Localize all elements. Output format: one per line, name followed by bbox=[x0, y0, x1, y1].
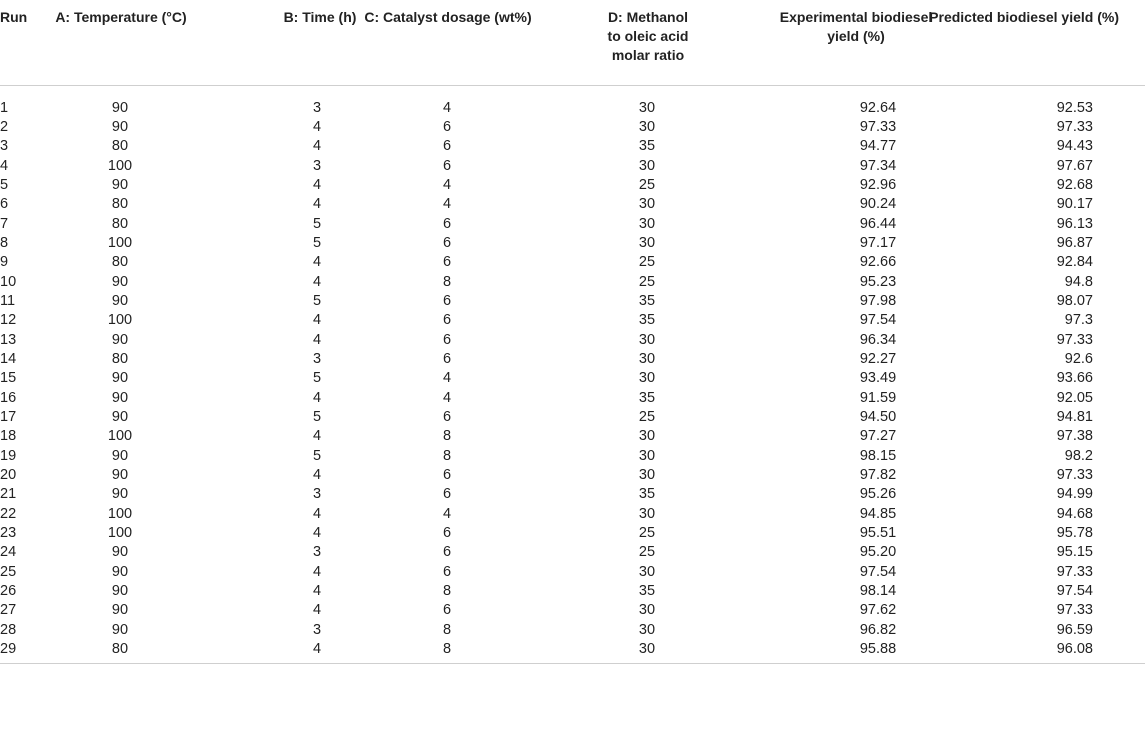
cell-time: 3 bbox=[312, 350, 322, 367]
cell-predicted-yield: 94.99 bbox=[1056, 486, 1093, 503]
table-row bbox=[0, 156, 1145, 175]
cell-catalyst: 8 bbox=[442, 447, 452, 464]
cell-predicted-yield: 97.67 bbox=[1056, 157, 1093, 174]
cell-time: 5 bbox=[312, 215, 322, 232]
cell-methanol-ratio: 30 bbox=[638, 234, 656, 251]
cell-methanol-ratio: 30 bbox=[638, 215, 656, 232]
cell-temperature: 80 bbox=[111, 641, 129, 658]
cell-run: 1 bbox=[0, 99, 9, 116]
cell-predicted-yield: 90.17 bbox=[1056, 196, 1093, 213]
table-row bbox=[0, 85, 1145, 118]
cell-temperature: 90 bbox=[111, 544, 129, 561]
cell-experimental-yield: 97.34 bbox=[859, 157, 897, 174]
header-row bbox=[0, 0, 1145, 85]
cell-run: 16 bbox=[0, 389, 17, 406]
cell-methanol-ratio: 25 bbox=[638, 525, 656, 542]
cell-temperature: 90 bbox=[111, 118, 129, 135]
cell-predicted-yield: 94.81 bbox=[1056, 408, 1093, 425]
cell-predicted-yield: 97.33 bbox=[1056, 563, 1093, 580]
cell-temperature: 80 bbox=[111, 215, 129, 232]
cell-methanol-ratio: 30 bbox=[638, 621, 656, 638]
cell-catalyst: 8 bbox=[442, 273, 452, 290]
cell-experimental-yield: 96.82 bbox=[859, 621, 897, 638]
cell-time: 4 bbox=[312, 525, 322, 542]
cell-methanol-ratio: 35 bbox=[638, 389, 656, 406]
cell-time: 4 bbox=[312, 118, 322, 135]
cell-catalyst: 6 bbox=[442, 331, 452, 348]
cell-run: 18 bbox=[0, 428, 17, 445]
cell-methanol-ratio: 30 bbox=[638, 196, 656, 213]
cell-time: 3 bbox=[312, 99, 322, 116]
header-predicted-yield: Predicted biodiesel yield (%) bbox=[929, 9, 1119, 25]
cell-methanol-ratio: 25 bbox=[638, 176, 656, 193]
cell-run: 2 bbox=[0, 118, 9, 135]
table-row bbox=[0, 273, 1145, 292]
cell-experimental-yield: 98.14 bbox=[859, 583, 897, 600]
cell-time: 5 bbox=[312, 447, 322, 464]
cell-time: 4 bbox=[312, 505, 322, 522]
table-row bbox=[0, 137, 1145, 156]
cell-predicted-yield: 97.33 bbox=[1056, 118, 1093, 135]
cell-predicted-yield: 94.8 bbox=[1064, 273, 1093, 290]
cell-time: 5 bbox=[312, 234, 322, 251]
cell-catalyst: 6 bbox=[442, 602, 452, 619]
cell-catalyst: 6 bbox=[442, 467, 452, 483]
cell-catalyst: 6 bbox=[442, 254, 452, 271]
cell-run: 14 bbox=[0, 350, 17, 367]
cell-catalyst: 6 bbox=[442, 312, 452, 329]
cell-temperature: 90 bbox=[111, 370, 129, 387]
table-row bbox=[0, 640, 1145, 664]
cell-predicted-yield: 96.59 bbox=[1056, 621, 1093, 638]
cell-experimental-yield: 95.88 bbox=[859, 641, 897, 658]
cell-experimental-yield: 98.15 bbox=[859, 447, 897, 464]
cell-predicted-yield: 92.53 bbox=[1056, 99, 1093, 116]
cell-temperature: 80 bbox=[111, 138, 129, 155]
cell-time: 4 bbox=[312, 583, 322, 600]
table-row bbox=[0, 176, 1145, 195]
cell-run: 4 bbox=[0, 157, 9, 174]
cell-run: 9 bbox=[0, 254, 9, 271]
cell-predicted-yield: 92.6 bbox=[1064, 350, 1093, 367]
cell-time: 4 bbox=[312, 273, 322, 290]
cell-time: 5 bbox=[312, 370, 322, 387]
cell-run: 11 bbox=[0, 292, 16, 309]
table-header bbox=[0, 0, 1145, 85]
cell-catalyst: 8 bbox=[442, 621, 452, 638]
header-experimental-yield: Experimental biodiesel yield (%) bbox=[779, 9, 933, 44]
table-row bbox=[0, 389, 1145, 408]
cell-time: 4 bbox=[312, 196, 322, 213]
cell-methanol-ratio: 25 bbox=[638, 273, 656, 290]
cell-predicted-yield: 97.33 bbox=[1056, 331, 1093, 348]
cell-time: 4 bbox=[312, 389, 322, 406]
cell-predicted-yield: 92.05 bbox=[1056, 389, 1093, 406]
table-row bbox=[0, 524, 1145, 543]
cell-methanol-ratio: 25 bbox=[638, 408, 656, 425]
cell-predicted-yield: 96.13 bbox=[1056, 215, 1093, 232]
cell-run: 28 bbox=[0, 621, 17, 638]
cell-catalyst: 6 bbox=[442, 138, 452, 155]
cell-experimental-yield: 92.64 bbox=[859, 99, 897, 116]
cell-methanol-ratio: 30 bbox=[638, 157, 656, 174]
cell-experimental-yield: 95.20 bbox=[859, 544, 897, 561]
cell-methanol-ratio: 35 bbox=[638, 138, 656, 155]
header-time: B: Time (h) bbox=[283, 9, 357, 25]
cell-methanol-ratio: 30 bbox=[638, 505, 656, 522]
cell-time: 4 bbox=[312, 176, 322, 193]
cell-catalyst: 6 bbox=[442, 215, 452, 232]
cell-methanol-ratio: 30 bbox=[638, 99, 656, 116]
cell-catalyst: 4 bbox=[442, 370, 452, 387]
table-row bbox=[0, 195, 1145, 214]
cell-catalyst: 4 bbox=[442, 99, 452, 116]
cell-run: 12 bbox=[0, 312, 17, 329]
cell-temperature: 100 bbox=[107, 525, 133, 542]
cell-temperature: 90 bbox=[111, 389, 129, 406]
cell-methanol-ratio: 35 bbox=[638, 486, 656, 503]
cell-experimental-yield: 97.17 bbox=[859, 234, 897, 251]
cell-time: 3 bbox=[312, 544, 322, 561]
cell-temperature: 90 bbox=[111, 602, 129, 619]
cell-methanol-ratio: 25 bbox=[638, 544, 656, 561]
cell-temperature: 90 bbox=[111, 176, 129, 193]
cell-predicted-yield: 97.54 bbox=[1056, 583, 1093, 600]
cell-time: 3 bbox=[312, 157, 322, 174]
table-row bbox=[0, 234, 1145, 253]
cell-run: 27 bbox=[0, 602, 17, 619]
cell-experimental-yield: 93.49 bbox=[859, 370, 897, 387]
cell-catalyst: 6 bbox=[442, 118, 452, 135]
cell-time: 4 bbox=[312, 467, 322, 483]
cell-temperature: 100 bbox=[107, 234, 133, 251]
cell-experimental-yield: 96.44 bbox=[859, 215, 897, 232]
cell-methanol-ratio: 30 bbox=[638, 350, 656, 367]
cell-temperature: 100 bbox=[107, 312, 133, 329]
table-row bbox=[0, 215, 1145, 234]
cell-experimental-yield: 95.23 bbox=[859, 273, 897, 290]
cell-predicted-yield: 97.3 bbox=[1064, 312, 1093, 329]
cell-predicted-yield: 97.33 bbox=[1056, 467, 1093, 483]
table-row bbox=[0, 408, 1145, 427]
cell-catalyst: 8 bbox=[442, 428, 452, 445]
cell-run: 13 bbox=[0, 331, 17, 348]
cell-run: 22 bbox=[0, 505, 17, 522]
cell-catalyst: 4 bbox=[442, 505, 452, 522]
cell-experimental-yield: 97.27 bbox=[859, 428, 897, 445]
cell-run: 19 bbox=[0, 447, 17, 464]
cell-time: 4 bbox=[312, 563, 322, 580]
cell-temperature: 100 bbox=[107, 505, 133, 522]
table-row bbox=[0, 582, 1145, 601]
table-row bbox=[0, 331, 1145, 350]
table-row bbox=[0, 563, 1145, 582]
cell-temperature: 90 bbox=[111, 292, 129, 309]
cell-time: 4 bbox=[312, 331, 322, 348]
cell-methanol-ratio: 35 bbox=[638, 312, 656, 329]
cell-catalyst: 6 bbox=[442, 350, 452, 367]
cell-catalyst: 6 bbox=[442, 525, 452, 542]
cell-predicted-yield: 95.15 bbox=[1056, 544, 1093, 561]
cell-methanol-ratio: 30 bbox=[638, 331, 656, 348]
cell-temperature: 100 bbox=[107, 428, 133, 445]
cell-catalyst: 4 bbox=[442, 176, 452, 193]
cell-experimental-yield: 92.27 bbox=[859, 350, 897, 367]
cell-predicted-yield: 96.87 bbox=[1056, 234, 1093, 251]
cell-catalyst: 6 bbox=[442, 408, 452, 425]
cell-methanol-ratio: 30 bbox=[638, 428, 656, 445]
cell-temperature: 90 bbox=[111, 447, 129, 464]
cell-run: 23 bbox=[0, 525, 17, 542]
cell-temperature: 90 bbox=[111, 563, 129, 580]
cell-time: 3 bbox=[312, 621, 322, 638]
cell-time: 5 bbox=[312, 408, 322, 425]
cell-time: 5 bbox=[312, 292, 322, 309]
table-row bbox=[0, 543, 1145, 562]
cell-time: 3 bbox=[312, 486, 322, 503]
cell-predicted-yield: 92.68 bbox=[1056, 176, 1093, 193]
cell-methanol-ratio: 30 bbox=[638, 370, 656, 387]
cell-predicted-yield: 92.84 bbox=[1056, 254, 1093, 271]
table-body bbox=[0, 85, 1145, 664]
header-methanol-ratio: D: Methanol to oleic acid molar ratio bbox=[607, 9, 689, 63]
cell-temperature: 90 bbox=[111, 408, 129, 425]
cell-temperature: 90 bbox=[111, 583, 129, 600]
table-row bbox=[0, 621, 1145, 640]
cell-experimental-yield: 92.96 bbox=[859, 176, 897, 193]
table-row bbox=[0, 485, 1145, 504]
cell-run: 3 bbox=[0, 138, 9, 155]
cell-temperature: 90 bbox=[111, 273, 129, 290]
cell-experimental-yield: 97.98 bbox=[859, 292, 897, 309]
cell-temperature: 90 bbox=[111, 486, 129, 503]
cell-predicted-yield: 94.68 bbox=[1056, 505, 1093, 522]
cell-time: 4 bbox=[312, 602, 322, 619]
header-run: Run bbox=[0, 9, 28, 25]
cell-experimental-yield: 97.82 bbox=[859, 467, 897, 483]
header-catalyst-dosage: C: Catalyst dosage (wt%) bbox=[364, 9, 532, 25]
cell-predicted-yield: 98.07 bbox=[1056, 292, 1093, 309]
table-row bbox=[0, 505, 1145, 524]
cell-time: 4 bbox=[312, 254, 322, 271]
cell-temperature: 80 bbox=[111, 254, 129, 271]
cell-temperature: 90 bbox=[111, 99, 129, 116]
cell-run: 7 bbox=[0, 215, 9, 232]
table-row bbox=[0, 601, 1145, 620]
cell-experimental-yield: 94.77 bbox=[859, 138, 897, 155]
table-row bbox=[0, 292, 1145, 311]
cell-experimental-yield: 97.54 bbox=[859, 563, 897, 580]
cell-catalyst: 6 bbox=[442, 157, 452, 174]
table-row bbox=[0, 427, 1145, 446]
cell-temperature: 80 bbox=[111, 350, 129, 367]
cell-predicted-yield: 97.33 bbox=[1056, 602, 1093, 619]
cell-temperature: 100 bbox=[107, 157, 133, 174]
cell-predicted-yield: 96.08 bbox=[1056, 641, 1093, 658]
cell-run: 24 bbox=[0, 544, 17, 561]
table-row bbox=[0, 350, 1145, 369]
cell-run: 5 bbox=[0, 176, 9, 193]
cell-methanol-ratio: 25 bbox=[638, 254, 656, 271]
header-temperature: A: Temperature (°C) bbox=[55, 9, 187, 25]
cell-run: 10 bbox=[0, 273, 17, 290]
cell-methanol-ratio: 30 bbox=[638, 641, 656, 658]
cell-experimental-yield: 90.24 bbox=[859, 196, 897, 213]
cell-methanol-ratio: 30 bbox=[638, 467, 656, 483]
cell-temperature: 80 bbox=[111, 196, 129, 213]
cell-experimental-yield: 91.59 bbox=[859, 389, 897, 406]
cell-run: 25 bbox=[0, 563, 17, 580]
cell-experimental-yield: 94.50 bbox=[859, 408, 897, 425]
cell-run: 15 bbox=[0, 370, 17, 387]
cell-run: 17 bbox=[0, 408, 17, 425]
cell-experimental-yield: 97.62 bbox=[859, 602, 897, 619]
cell-experimental-yield: 94.85 bbox=[859, 505, 897, 522]
cell-time: 4 bbox=[312, 312, 322, 329]
cell-time: 4 bbox=[312, 641, 322, 658]
cell-predicted-yield: 93.66 bbox=[1056, 370, 1093, 387]
table-row bbox=[0, 311, 1145, 330]
cell-methanol-ratio: 30 bbox=[638, 602, 656, 619]
cell-catalyst: 6 bbox=[442, 486, 452, 503]
cell-methanol-ratio: 35 bbox=[638, 292, 656, 309]
cell-predicted-yield: 98.2 bbox=[1064, 447, 1093, 464]
cell-methanol-ratio: 30 bbox=[638, 118, 656, 135]
cell-methanol-ratio: 30 bbox=[638, 563, 656, 580]
cell-predicted-yield: 95.78 bbox=[1056, 525, 1093, 542]
cell-run: 26 bbox=[0, 583, 17, 600]
cell-predicted-yield: 94.43 bbox=[1056, 138, 1093, 155]
cell-catalyst: 4 bbox=[442, 196, 452, 213]
cell-run: 21 bbox=[0, 486, 17, 503]
table-row bbox=[0, 466, 1145, 485]
cell-time: 4 bbox=[312, 428, 322, 445]
cell-experimental-yield: 97.54 bbox=[859, 312, 897, 329]
cell-catalyst: 6 bbox=[442, 234, 452, 251]
cell-catalyst: 8 bbox=[442, 583, 452, 600]
cell-predicted-yield: 97.38 bbox=[1056, 428, 1093, 445]
cell-time: 4 bbox=[312, 138, 322, 155]
cell-experimental-yield: 95.26 bbox=[859, 486, 897, 503]
cell-run: 29 bbox=[0, 641, 17, 658]
table-row bbox=[0, 447, 1145, 466]
cell-methanol-ratio: 30 bbox=[638, 447, 656, 464]
cell-experimental-yield: 95.51 bbox=[859, 525, 897, 542]
cell-temperature: 90 bbox=[111, 467, 129, 483]
cell-run: 8 bbox=[0, 234, 9, 251]
table-row bbox=[0, 253, 1145, 272]
cell-run: 6 bbox=[0, 196, 9, 213]
cell-experimental-yield: 96.34 bbox=[859, 331, 897, 348]
table-row bbox=[0, 118, 1145, 137]
cell-catalyst: 6 bbox=[442, 563, 452, 580]
cell-experimental-yield: 92.66 bbox=[859, 254, 897, 271]
cell-temperature: 90 bbox=[111, 331, 129, 348]
cell-temperature: 90 bbox=[111, 621, 129, 638]
cell-catalyst: 6 bbox=[442, 292, 452, 309]
cell-methanol-ratio: 35 bbox=[638, 583, 656, 600]
table-row bbox=[0, 369, 1145, 388]
cell-run: 20 bbox=[0, 467, 17, 483]
cell-catalyst: 4 bbox=[442, 389, 452, 406]
cell-catalyst: 6 bbox=[442, 544, 452, 561]
cell-experimental-yield: 97.33 bbox=[859, 118, 897, 135]
cell-catalyst: 8 bbox=[442, 641, 452, 658]
